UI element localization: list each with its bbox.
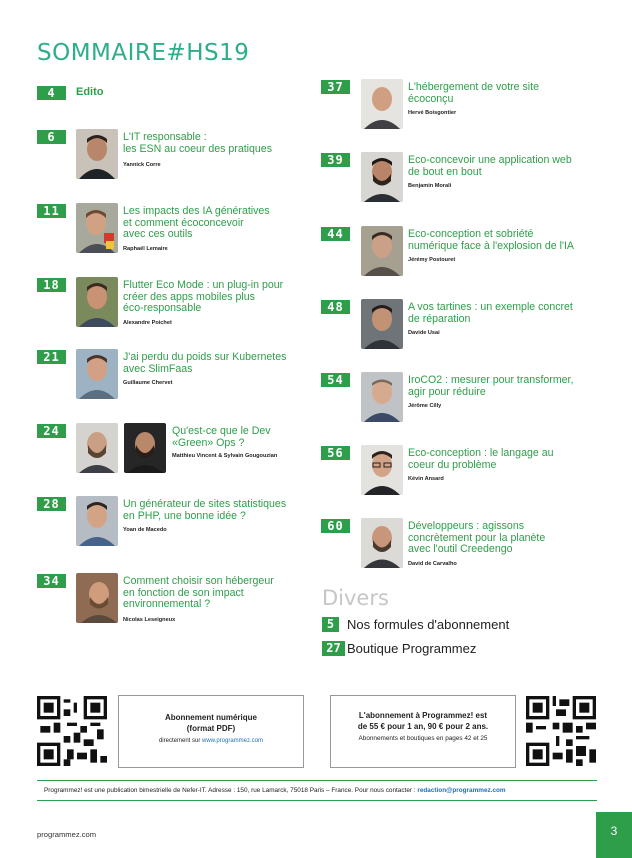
page-badge: 56: [321, 446, 350, 460]
programmez-link[interactable]: www.programmez.com: [202, 738, 264, 744]
author-photo: [76, 573, 118, 623]
page-badge: 11: [37, 204, 66, 218]
page-badge: 5: [322, 617, 339, 632]
article-author: Benjamin Morali: [408, 183, 452, 189]
article-title[interactable]: Les impacts des IA génératives et comment écoconcevoir avec ces outils: [123, 205, 270, 240]
qr-code-icon[interactable]: [37, 696, 107, 766]
article-title[interactable]: Développeurs : agissons concrètement pour la planète avec l'outil Creedengo: [408, 520, 546, 555]
author-photo: [361, 152, 403, 202]
article-author: David de Carvalho: [408, 561, 457, 567]
author-photo: [76, 423, 118, 473]
article-author: Jérémy Postouret: [408, 257, 456, 263]
author-photo: [76, 277, 118, 327]
page-badge: 37: [321, 80, 350, 94]
page-badge: 27: [322, 641, 345, 656]
article-author: Kévin Ansard: [408, 476, 444, 482]
article-title[interactable]: Comment choisir son hébergeur en fonction de son impact environnemental ?: [123, 575, 274, 610]
page-badge: 18: [37, 278, 66, 292]
author-photo: [361, 372, 403, 422]
divider: [37, 780, 597, 781]
page-badge-edito: 4: [37, 86, 66, 100]
article-title[interactable]: IroCO2 : mesurer pour transformer, agir pour réduire: [408, 374, 574, 398]
article-author: Davide Usai: [408, 330, 440, 336]
page-badge: 21: [37, 350, 66, 364]
author-photo: [361, 299, 403, 349]
article-title[interactable]: Qu'est-ce que le Dev «Green» Ops ?: [172, 425, 271, 449]
author-photo: [76, 203, 118, 253]
page-badge: 48: [321, 300, 350, 314]
article-title[interactable]: Eco-conception : le langage au coeur du problème: [408, 447, 554, 471]
author-photo: [76, 496, 118, 546]
paper-subscription-box[interactable]: L'abonnement à Programmez! est de 55 € pour 1 an, 90 € pour 2 ans. Abonnements et boutiques en pages 42 et 25: [330, 695, 516, 768]
article-author: Yannick Corre: [123, 162, 161, 168]
page-badge: 24: [37, 424, 66, 438]
article-title[interactable]: J'ai perdu du poids sur Kubernetes avec SlimFaas: [123, 351, 287, 375]
digital-subscription-box[interactable]: Abonnement numérique (format PDF) directement sur www.programmez.com: [118, 695, 304, 768]
article-author: Hervé Boisgontier: [408, 110, 457, 116]
article-author: Guillaume Chervet: [123, 380, 173, 386]
author-photo: [361, 79, 403, 129]
author-photo: [76, 349, 118, 399]
edito-label[interactable]: Edito: [76, 86, 104, 98]
publisher-info: Programmez! est une publication bimestrielle de Nefer-IT. Adresse : 150, rue Lamarck, 75018 Paris – France. Pour nous contacter : redaction@programmez.com: [44, 787, 506, 794]
article-author: Alexandre Poichet: [123, 320, 172, 326]
article-title[interactable]: Flutter Eco Mode : un plug-in pour créer des apps mobiles plus éco-responsable: [123, 279, 284, 314]
article-author: Matthieu Vincent & Sylvain Gougouzian: [172, 453, 278, 459]
page-badge: 39: [321, 153, 350, 167]
page-badge: 54: [321, 373, 350, 387]
article-title[interactable]: A vos tartines : un exemple concret de réparation: [408, 301, 573, 325]
article-author: Yoan de Macedo: [123, 527, 167, 533]
divers-heading: Divers: [322, 586, 389, 610]
article-title[interactable]: Un générateur de sites statistiques en PHP, une bonne idée ?: [123, 498, 287, 522]
article-title[interactable]: Eco-concevoir une application web de bout en bout: [408, 154, 572, 178]
page-badge: 34: [37, 574, 66, 588]
page-badge: 6: [37, 130, 66, 144]
author-photo: [361, 518, 403, 568]
article-author: Raphaël Lemaire: [123, 246, 168, 252]
author-photo: [124, 423, 166, 473]
article-title[interactable]: L'IT responsable : les ESN au coeur des pratiques: [123, 131, 272, 155]
page-badge: 44: [321, 227, 350, 241]
article-title[interactable]: L'hébergement de votre site écoconçu: [408, 81, 539, 105]
divers-item-subscriptions[interactable]: Nos formules d'abonnement: [347, 617, 510, 632]
site-url[interactable]: programmez.com: [37, 830, 97, 839]
author-photo: [76, 129, 118, 179]
author-photo: [361, 226, 403, 276]
article-author: Nicolas Leseigneux: [123, 617, 176, 623]
divers-item-shop[interactable]: Boutique Programmez: [347, 641, 477, 656]
qr-code-icon[interactable]: [526, 696, 596, 766]
page-badge: 60: [321, 519, 350, 533]
author-photo: [361, 445, 403, 495]
page-title: SOMMAIRE#HS19: [37, 40, 250, 66]
article-author: Jérôme Cilly: [408, 403, 442, 409]
page-number: 3: [596, 812, 632, 858]
article-title[interactable]: Eco-conception et sobriété numérique face à l'explosion de l'IA: [408, 228, 574, 252]
contact-email-link[interactable]: redaction@programmez.com: [417, 787, 506, 794]
page-badge: 28: [37, 497, 66, 511]
divider: [37, 800, 597, 801]
